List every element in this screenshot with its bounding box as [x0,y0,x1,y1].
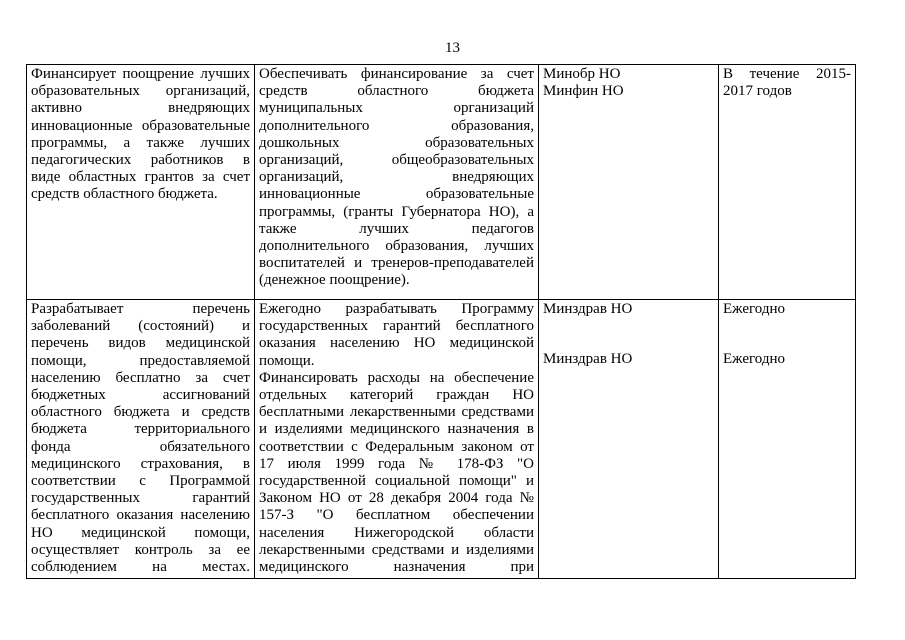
executor-cell [539,65,719,300]
executor-name: Минобр НО [543,66,621,82]
text-line: осуществляет контроль за ее [31,541,250,558]
text-line: соответствии с Программой [31,473,250,490]
text-line: заболеваний (состояний) и [31,318,250,335]
term-text: Ежегодно [723,301,785,317]
page-number: 13 [445,40,460,56]
text-line: медицинского назначения при [259,559,534,576]
text-line: дополнительного образования, [259,117,534,134]
term-text: В течение 2015- [723,66,851,82]
text-line: Финансирует поощрение лучших [31,66,250,82]
text-line: образовательных организаций, [31,83,250,100]
text-line: виде областных грантов за счет [31,169,250,186]
term-cell [719,300,856,579]
text-line: отдельных категорий граждан НО [259,387,534,404]
text-line: населения Нижегородской области [259,524,534,541]
text-line: инновационные образовательные [259,186,534,203]
executor-name: Минздрав НО [543,351,633,368]
text-line: активно внедряющих [31,100,250,117]
text-line: Финансировать расходы на обеспечение [259,369,534,386]
table-row [27,65,856,300]
text-line: 157-З "О бесплатном обеспечении [259,507,534,524]
text-line: фонда обязательного [31,438,250,455]
measure-cell [255,300,539,579]
table-row [27,300,856,579]
executor-name: Минздрав НО [543,301,633,317]
text-line: областного бюджета и средств [31,404,250,421]
text-line: инновационные образовательные [31,117,250,134]
text-line: населению бесплатно за счет [31,369,250,386]
text-line: медицинского страхования, в [31,455,250,472]
text-line: оказания населению НО медицинской [259,335,534,352]
term-text: Ежегодно [723,351,785,368]
executor-name: Минфин НО [543,83,624,100]
text-line: педагогических работников в [31,152,250,169]
text-line: бесплатного оказания населению [31,507,250,524]
responsibility-cell [27,300,255,579]
term-text: 2017 годов [723,83,792,100]
text-line: бюджета территориального [31,421,250,438]
executor-cell [539,300,719,579]
text-line: соблюдением на местах. [31,559,250,576]
text-line: организаций, внедряющих [259,169,534,186]
text-line: государственных гарантий [31,490,250,507]
text-line: помощи, предоставляемой [31,352,250,369]
text-line: лекарственными средствами и изделиями [259,541,534,558]
text-line: Ежегодно разрабатывать Программу [259,301,534,317]
text-line: дошкольных образовательных [259,134,534,151]
text-line: также лучших педагогов [259,220,534,237]
text-line: перечень видов медицинской [31,335,250,352]
measure-cell [255,65,539,300]
text-line: соответствии с Федеральным законом от [259,438,534,455]
text-line: 17 июля 1999 года № 178-ФЗ "О [259,455,534,472]
measures-table [26,64,856,579]
text-line: муниципальных организаций [259,100,534,117]
text-line: программы, (гранты Губернатора НО), а [259,203,534,220]
text-line: и изделиями медицинского назначения в [259,421,534,438]
spacer [543,318,714,351]
text-line: Обеспечивать финансирование за счет [259,66,534,82]
text-line: бесплатными лекарственными средствами [259,404,534,421]
text-line: государственной социальной помощи" и [259,473,534,490]
text-line: НО медицинской помощи, [31,524,250,541]
text-line: средств областного бюджета. [31,186,218,203]
text-line: воспитателей и тренеров-преподавателей [259,255,534,272]
text-line: помощи. [259,352,315,369]
text-line: Законом НО от 28 декабря 2004 года № [259,490,534,507]
spacer [723,318,851,351]
responsibility-cell [27,65,255,300]
text-line: программы, а также лучших [31,134,250,151]
text-line: средств областного бюджета [259,83,534,100]
text-line: государственных гарантий бесплатного [259,318,534,335]
text-line: бюджетных ассигнований [31,387,250,404]
text-line: организаций, общеобразовательных [259,152,534,169]
term-cell [719,65,856,300]
text-line: (денежное поощрение). [259,272,410,289]
text-line: дополнительного образования, лучших [259,238,534,255]
text-line: Разрабатывает перечень [31,301,250,317]
